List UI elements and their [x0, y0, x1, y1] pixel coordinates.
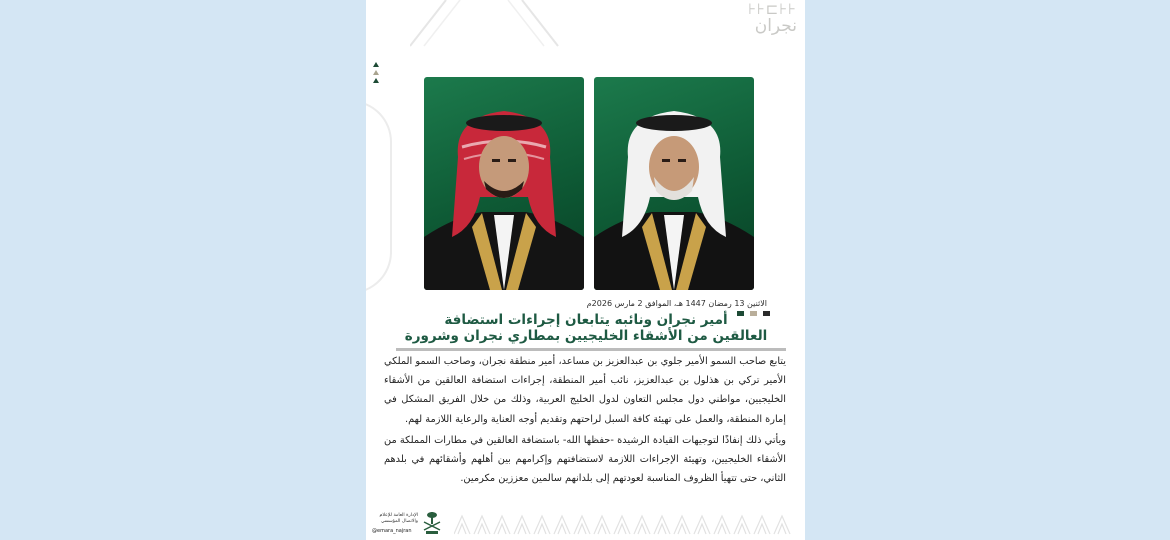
headline-line-2: العالقين من الأشقاء الخليجيين بمطاري نجران وشرورة	[404, 328, 768, 344]
side-arc-decoration	[366, 100, 392, 294]
najran-logo	[748, 2, 797, 36]
article-body	[384, 352, 786, 490]
department-name: الإدارة العامة للإعلام والاتصال المؤسسي	[379, 513, 418, 524]
logo-word: نجران	[754, 15, 797, 36]
chevron-decoration	[410, 0, 560, 48]
paragraph-1: يتابع صاحب السمو الأمير جلوي بن عبدالعزيز بن مساعد، أمير منطقة نجران، وصاحب السمو الملكي الأمير تركي بن هذلول بن عبدالعزيز، نائب أمير المنطقة، إجراءات استضافة العالقين من الأشقاء الخليجيين، مواطني دول مجلس التعاون لدول الخليج العربية، وذلك من خلال الفريق المشكل في إمارة المنطقة، والعمل على تهيئة كافة السبل لراحتهم وتقديم أوجه العناية والرعاية اللازمة لهم.	[384, 356, 786, 425]
saudi-emblem-icon	[420, 510, 444, 536]
title-divider	[396, 348, 786, 351]
footer-branding	[370, 510, 450, 538]
paragraph-2: ويأتي ذلك إنفاذًا لتوجيهات القيادة الرشيدة -حفظها الله- باستضافة العالقين في مطارات المملكة من الأشقاء الخليجيين، وتهيئة الإجراءات اللازمة لاستضافتهم وإكرامهم بين أهلهم وأشقائهم في بلدهم الثاني، حتى تتهيأ الظروف المناسبة لعودتهم إلى بلدانهم سالمين معززين مكرمين.	[384, 434, 786, 485]
date-line: الاثنين 13 رمضان 1447 هـ، الموافق 2 مارس 2026م	[586, 299, 767, 308]
logo-mark: ⊦⊦⊏⊦⊦	[748, 0, 797, 18]
portrait-deputy-governor	[424, 77, 584, 290]
portrait-governor	[594, 77, 754, 290]
social-handle: @emara_najran	[372, 528, 412, 534]
headline-line-1: أمير نجران ونائبه يتابعان إجراءات استضافة	[444, 312, 728, 328]
triangle-dots-decoration	[373, 62, 381, 86]
headline	[396, 312, 776, 344]
footer-pattern-decoration	[454, 512, 804, 536]
news-card	[366, 0, 805, 540]
